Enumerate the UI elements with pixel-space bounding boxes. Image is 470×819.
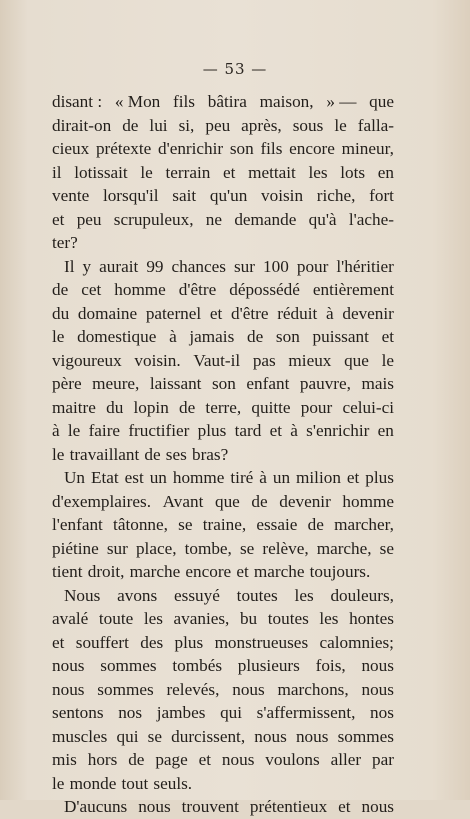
word: droit, [87,562,125,581]
word: s'enrichir [306,421,370,440]
word: lotissait [74,162,128,182]
text-line [52,184,394,208]
word: prétentieux [249,797,328,816]
word: tombe, [184,538,232,558]
word: cieux [52,139,90,158]
word: toutes [267,609,309,628]
word: hors [87,750,118,769]
word: et [346,468,360,487]
word: sur [233,256,255,276]
word: avalé [52,609,89,628]
word: devenir [279,491,331,511]
word: « Mon [114,92,161,111]
text-line [52,584,394,608]
word: d'être [178,280,217,299]
word: qu'un [209,186,248,205]
word: que [369,92,394,111]
word: bras? [191,444,229,464]
word: par [372,750,394,769]
word: nous [138,797,171,816]
text-line [52,208,394,232]
word: le [52,444,65,464]
text-line [52,396,394,420]
word: le [52,773,65,793]
text-line [52,772,394,796]
word: se [178,515,193,534]
word: à [169,327,177,346]
word: de [307,515,324,534]
word: nous [232,679,265,699]
word: D'aucuns [64,797,128,816]
body-text [52,90,394,819]
word: se [147,726,162,746]
text-line [52,654,394,678]
word: mais [361,374,394,393]
word: laissant [149,374,202,393]
word: et [269,421,282,440]
word: fort [369,186,394,205]
word: homme [114,280,166,299]
word: les [319,609,339,628]
word: essaie [256,515,298,534]
word: les [143,609,163,628]
word: de [52,280,69,299]
word: Avant [162,491,204,511]
word: durcissent, [171,726,246,746]
word: se [239,538,255,558]
word: muscles [52,726,108,746]
word: jambes [156,703,206,722]
text-line [52,419,394,443]
text-line [52,255,394,279]
word: pour [296,256,329,276]
text-line [52,748,394,772]
word: tombés [172,656,223,675]
text-line [52,631,394,655]
word: son [211,374,236,393]
word: les [308,162,328,182]
word: et [52,632,65,652]
word: tâtonne, [113,515,168,534]
word: de [251,491,268,511]
word: sommes [100,656,157,675]
word: nous [361,679,394,699]
word: ne [205,209,223,229]
word: nous [361,797,394,816]
word: sur [106,538,128,558]
word: sentons [52,703,104,722]
word: vigoureux [52,350,122,370]
word: l'enfant [52,515,103,534]
word: son [229,139,254,158]
word: les [294,585,314,605]
word: essuyé [174,585,220,605]
word: ses [165,444,187,464]
word: traine, [202,515,247,534]
word: aurait [99,256,139,276]
word: milion [296,468,341,487]
word: son [275,327,300,346]
text-line [52,490,394,514]
text-line [52,678,394,702]
text-line [52,372,394,396]
word: homme [172,468,225,487]
word: Etat [90,468,119,487]
word: et [198,750,212,769]
word: qui [220,703,243,722]
word: marche [253,562,305,581]
word: hontes [349,609,394,628]
word: qui [116,726,139,746]
word: place, [135,538,177,558]
word: dirait-on [52,115,112,135]
text-line [52,231,394,255]
word: 99 [146,256,164,276]
word: sommes [97,679,154,699]
word: et [381,327,394,346]
word: terrain [165,162,211,182]
word: lopin [133,397,169,417]
word: paternel [145,303,202,323]
word: nous [221,750,255,769]
word: après, [241,115,282,135]
word: mettait [248,162,296,182]
word: Vaut-il [193,350,241,370]
word: voisin [261,186,304,205]
word: maison, [259,92,314,111]
word: mineur, [341,139,394,158]
word: prétexte [95,139,152,158]
word: du [52,303,70,323]
word: d'exemplaires. [52,491,152,511]
word: avanies, [173,609,230,628]
word: terre, [205,397,242,417]
word: homme [342,491,394,511]
word: tout [121,773,149,793]
word: relevés, [166,679,220,699]
word: bâtira [207,92,247,111]
page-number: — 53 — [202,60,268,78]
word: marche, [316,538,372,558]
word: à [290,421,298,440]
word: entièrement [312,280,394,299]
word: du [106,397,124,417]
word: et [338,797,351,816]
word: fois, [315,656,346,675]
word: chances [171,256,226,276]
word: est [124,468,144,487]
word: celui-ci [342,397,394,417]
word: sait [172,186,197,205]
word: nous [295,726,329,746]
word: que [344,350,369,370]
word: marcher, [334,515,394,534]
word: il [52,162,62,182]
word: trouvent [181,797,239,816]
word: et [52,209,65,229]
word: nos [118,703,143,722]
word: lots [340,162,366,182]
word: lorsqu'il [102,186,159,205]
word: fructifier [128,421,190,440]
word: et [209,303,223,323]
word: peu [76,209,102,229]
word: domestique [77,327,157,346]
word: tient [52,562,83,581]
word: à [326,303,334,323]
text-line [52,513,394,537]
word: et [223,162,236,182]
word: faire [88,421,121,440]
text-line [52,161,394,185]
word: en [377,162,394,182]
word: pour [300,397,333,417]
word: plusieurs [237,656,300,675]
word: sous [292,115,324,135]
word: bu [239,609,258,628]
text-line [52,537,394,561]
word: Un [64,468,86,487]
word: se [379,538,394,558]
word: enfant [246,374,290,393]
text-line [52,325,394,349]
word: marchons, [277,679,349,699]
word: de [179,397,196,417]
word: nous [52,679,85,699]
word: cet [81,280,102,299]
word: mis [52,750,77,769]
word: l'héritier [336,256,394,276]
word: fils [260,139,283,158]
word: voisin. [134,350,181,370]
word: nous [52,656,85,675]
word: lui [149,115,168,135]
text-line [52,607,394,631]
word: que [214,491,240,511]
word: jamais [189,327,235,346]
text-line [52,466,394,490]
word: d'être [231,303,269,323]
word: meure, [92,374,140,393]
word: réduit [277,303,318,323]
text-line [52,443,394,467]
word: 100 [263,256,289,276]
word: ter? [52,233,78,252]
word: nous [361,656,394,675]
word: riche, [316,186,356,205]
word: disant : [52,92,103,111]
word: nos [370,703,394,722]
text-line [52,349,394,373]
word: nous [254,726,287,746]
word: le [52,327,65,346]
text-line [52,90,394,114]
word: si, [178,115,195,135]
word: y [82,256,92,276]
word: le [381,350,394,370]
text-line [52,560,394,584]
word: fils [173,92,195,111]
text-line [52,795,394,819]
word: s'affermissent, [256,703,356,722]
word: monstrueuses [214,632,309,652]
word: en [377,421,394,440]
word: douleurs, [330,585,394,605]
word: voulons [265,750,320,769]
word: le [67,421,81,440]
word: un [149,468,167,487]
word: de [128,750,145,769]
word: tiré [230,468,254,487]
word: calomnies; [319,632,394,652]
word: l'ache- [348,209,394,229]
word: demande [234,209,297,229]
word: quitte [251,397,291,417]
word: des [140,632,164,652]
word: qu'à [308,209,337,229]
word: travaillant [69,444,140,464]
word: le [334,115,347,135]
word: marche [129,562,181,581]
word: domaine [77,303,138,323]
word: Nous [64,585,101,605]
word: un [272,468,291,487]
word: plus [174,632,204,652]
word: piétine [52,538,99,558]
word: toutes [236,585,278,605]
word: Il [64,256,75,276]
word: et [236,562,249,581]
word: à [52,421,60,440]
word: page [155,750,188,769]
word: le [140,162,153,182]
word: pas [252,350,276,370]
word: encore [289,139,335,158]
text-line [52,278,394,302]
word: pauvre, [299,374,351,393]
word: puissant [312,327,369,346]
word: aller [330,750,362,769]
word: d'enrichir [158,139,224,158]
text-line [52,725,394,749]
word: » — [326,92,357,111]
word: avons [117,585,158,605]
word: de [144,444,161,464]
word: peu [205,115,231,135]
word: de [122,115,139,135]
word: plus [197,421,227,440]
text-line [52,137,394,161]
word: relève, [262,538,309,558]
word: toujours. [309,562,371,581]
word: devenir [342,303,394,323]
word: falla- [357,115,394,135]
word: père [52,374,82,393]
word: vente [52,186,90,205]
word: monde [69,773,117,793]
word: mieux [288,350,332,370]
text-line [52,701,394,725]
word: maitre [52,397,96,417]
word: dépossédé [229,280,300,299]
text-line [52,302,394,326]
word: seuls. [153,773,193,793]
word: tard [234,421,262,440]
word: scrupuleux, [113,209,194,229]
word: souffert [75,632,129,652]
word: toute [98,609,134,628]
word: sommes [337,726,394,746]
word: encore [185,562,232,581]
word: plus [365,468,394,487]
text-line [52,114,394,138]
word: à [259,468,267,487]
word: de [246,327,264,346]
